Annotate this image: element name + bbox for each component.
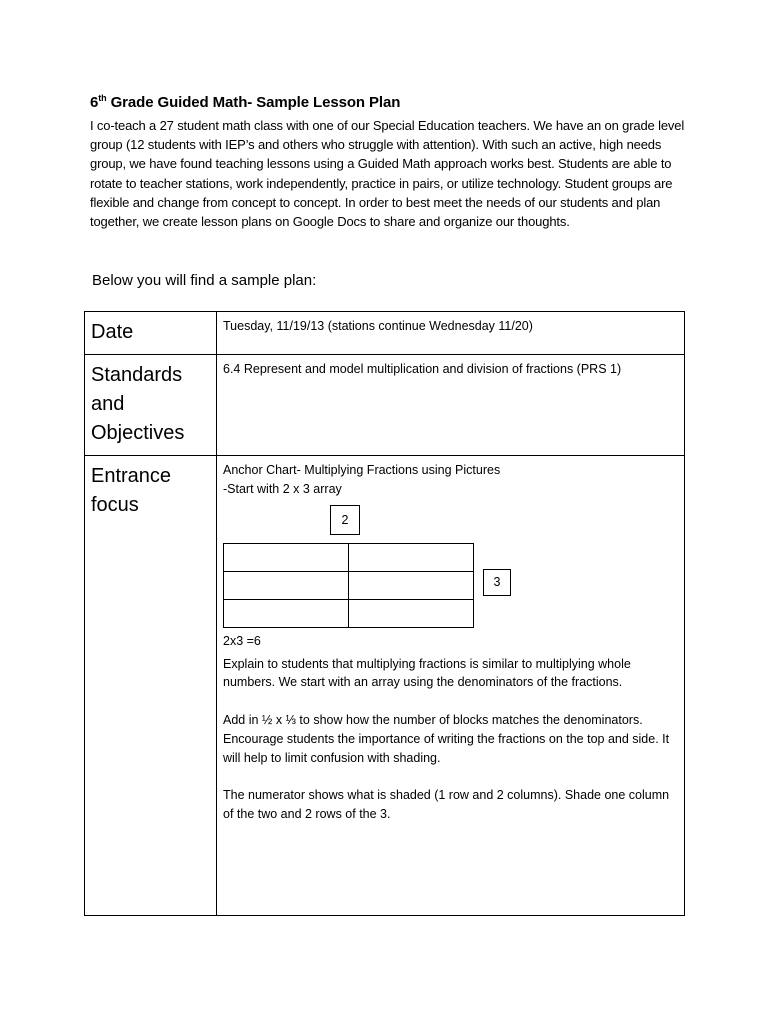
explanation-paragraph-2: Add in ½ x ⅓ to show how the number of blocks matches the denominators. Encourage students the importance of writing the fractions on the top and side. It will help to limit confusion with shading. (223, 712, 670, 765)
grid-cell (224, 543, 349, 571)
explanation-paragraph-1: Explain to students that multiplying fractions is similar to multiplying whole numbers. We start with an array using the denominators of the fractions. (223, 656, 631, 690)
sample-plan-intro: Below you will find a sample plan: (92, 272, 317, 289)
date-value-cell (217, 312, 685, 355)
array-diagram (223, 499, 676, 648)
title-superscript: th (98, 93, 107, 103)
date-label-cell (85, 312, 217, 355)
grid-cell (224, 571, 349, 599)
top-factor-box: 2 (330, 505, 360, 535)
grid-cell (349, 543, 474, 571)
standards-label (85, 355, 216, 448)
table-row-date (85, 312, 685, 355)
table-row-standards (85, 355, 685, 456)
title-text: Grade Guided Math- Sample Lesson Plan (106, 94, 401, 111)
standards-value-cell (217, 355, 685, 456)
grid-cell (349, 571, 474, 599)
array-instruction: -Start with 2 x 3 array (223, 481, 342, 496)
entrance-label (85, 456, 216, 520)
grid-cell (349, 599, 474, 627)
entrance-content (217, 456, 684, 824)
standards-label-cell (85, 355, 217, 456)
standards-label-line: Objectives (91, 422, 185, 444)
array-equation: 2x3 =6 (223, 633, 261, 648)
date-label: Date (91, 321, 134, 343)
explanation-paragraph-3: The numerator shows what is shaded (1 row and 2 columns). Shade one column of the two and 2 rows of the 3. (223, 788, 670, 821)
array-grid (223, 543, 474, 628)
anchor-chart-title: Anchor Chart- Multiplying Fractions using Pictures (223, 463, 501, 477)
entrance-label-line: Entrance (91, 465, 172, 487)
entrance-value-cell (217, 456, 685, 916)
entrance-label-cell (85, 456, 217, 916)
entrance-label-line: focus (91, 494, 139, 516)
grid-cell (224, 599, 349, 627)
side-factor-box: 3 (483, 569, 511, 596)
table-row-entrance-focus (85, 456, 685, 916)
intro-paragraph: I co-teach a 27 student math class with one of our Special Education teachers. We have an on grade level group (12 students with IEP’s and others who struggle with attention). With such an active, high needs group, we have found teaching lessons using a Guided Math approach works best. Students are able to rotate to teacher stations, work independently, practice in pairs, or utilize technology. Student groups are flexible and change from concept to concept. In order to best meet the needs of our students and plan together, we create lesson plans on Google Docs to share and organize our thoughts. (90, 118, 685, 230)
standards-label-line: Standards (91, 364, 183, 386)
page-title (90, 93, 400, 111)
date-value: Tuesday, 11/19/13 (stations continue Wednesday 11/20) (223, 319, 533, 333)
standards-value: 6.4 Represent and model multiplication and division of fractions (PRS 1) (223, 362, 622, 376)
title-grade-number: 6 (90, 94, 99, 111)
lesson-plan-table (84, 311, 685, 916)
standards-label-line: and (91, 393, 125, 415)
explanation-block (223, 631, 676, 824)
